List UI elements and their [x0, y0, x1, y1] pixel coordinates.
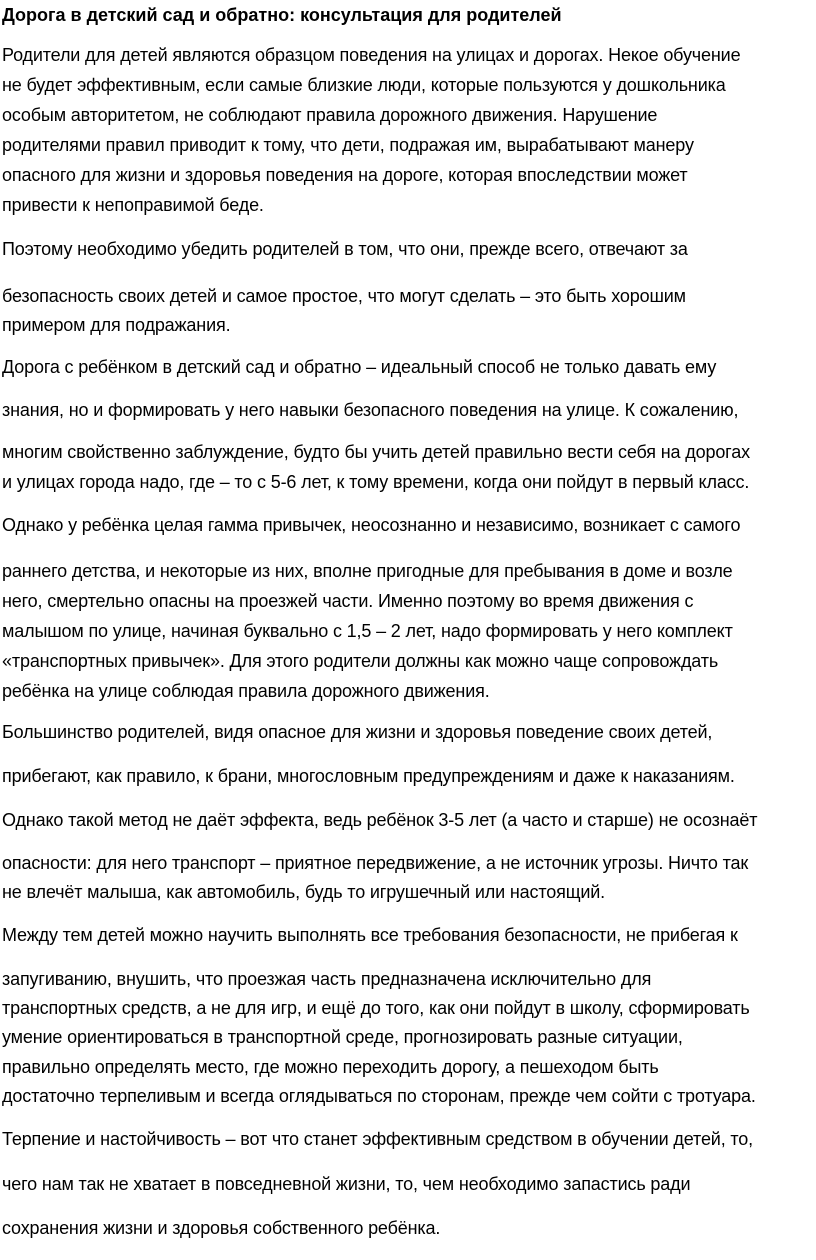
text-line-32: чего нам так не хватает в повседневной жизни, то, чем необходимо запастись ради: [2, 1174, 691, 1194]
text-line-13: и улицах города надо, где – то с 5-6 лет, к тому времени, когда они пойдут в первый класс.: [2, 472, 750, 492]
text-line-3: особым авторитетом, не соблюдают правила дорожного движения. Нарушение: [2, 105, 658, 125]
text-line-4: родителями правил приводит к тому, что дети, подражая им, вырабатывают манеру: [2, 135, 694, 155]
text-line-24: не влечёт малыша, как автомобиль, будь то игрушечный или настоящий.: [2, 882, 606, 902]
text-line-18: «транспортных привычек». Для этого родители должны как можно чаще сопровождать: [2, 651, 719, 671]
text-line-15: раннего детства, и некоторые из них, вполне пригодные для пребывания в доме и возле: [2, 561, 733, 581]
text-line-14: Однако у ребёнка целая гамма привычек, неосознанно и независимо, возникает с самого: [2, 515, 741, 535]
text-line-26: запугиванию, внушить, что проезжая часть предназначена исключительно для: [2, 969, 652, 989]
document-title: Дорога в детский сад и обратно: консультация для родителей: [2, 5, 562, 25]
text-line-20: Большинство родителей, видя опасное для жизни и здоровья поведение своих детей,: [2, 722, 713, 742]
text-line-7: Поэтому необходимо убедить родителей в том, что они, прежде всего, отвечают за: [2, 239, 688, 259]
text-line-16: него, смертельно опасны на проезжей части. Именно поэтому во время движения с: [2, 591, 694, 611]
text-line-29: правильно определять место, где можно переходить дорогу, а пешеходом быть: [2, 1057, 659, 1077]
text-line-31: Терпение и настойчивость – вот что станет эффективным средством в обучении детей, то,: [2, 1129, 754, 1149]
text-line-10: Дорога с ребёнком в детский сад и обратно – идеальный способ не только давать ему: [2, 357, 717, 377]
text-line-22: Однако такой метод не даёт эффекта, ведь ребёнок 3-5 лет (а часто и старше) не осознаёт: [2, 810, 758, 830]
text-line-11: знания, но и формировать у него навыки безопасного поведения на улице. К сожалению,: [2, 400, 739, 420]
text-line-21: прибегают, как правило, к брани, многословным предупреждениям и даже к наказаниям.: [2, 766, 735, 786]
text-line-2: не будет эффективным, если самые близкие люди, которые пользуются у дошкольника: [2, 75, 726, 95]
text-line-33: сохранения жизни и здоровья собственного ребёнка.: [2, 1218, 441, 1238]
text-line-19: ребёнка на улице соблюдая правила дорожного движения.: [2, 681, 490, 701]
text-line-25: Между тем детей можно научить выполнять все требования безопасности, не прибегая к: [2, 925, 738, 945]
text-line-30: достаточно терпеливым и всегда оглядываться по сторонам, прежде чем сойти с тротуара.: [2, 1086, 756, 1106]
text-line-12: многим свойственно заблуждение, будто бы учить детей правильно вести себя на дорогах: [2, 442, 750, 462]
text-line-27: транспортных средств, а не для игр, и ещё до того, как они пойдут в школу, сформировать: [2, 998, 750, 1018]
text-line-23: опасности: для него транспорт – приятное передвижение, а не источник угрозы. Ничто так: [2, 853, 749, 873]
text-line-8: безопасность своих детей и самое простое, что могут сделать – это быть хорошим: [2, 286, 686, 306]
text-line-6: привести к непоправимой беде.: [2, 195, 264, 215]
text-line-17: малышом по улице, начиная буквально с 1,5 – 2 лет, надо формировать у него комплект: [2, 621, 733, 641]
text-line-5: опасного для жизни и здоровья поведения на дороге, которая впоследствии может: [2, 165, 688, 185]
text-line-9: примером для подражания.: [2, 315, 231, 335]
text-line-28: умение ориентироваться в транспортной среде, прогнозировать разные ситуации,: [2, 1027, 683, 1047]
text-line-1: Родители для детей являются образцом поведения на улицах и дорогах. Некое обучение: [2, 45, 741, 65]
